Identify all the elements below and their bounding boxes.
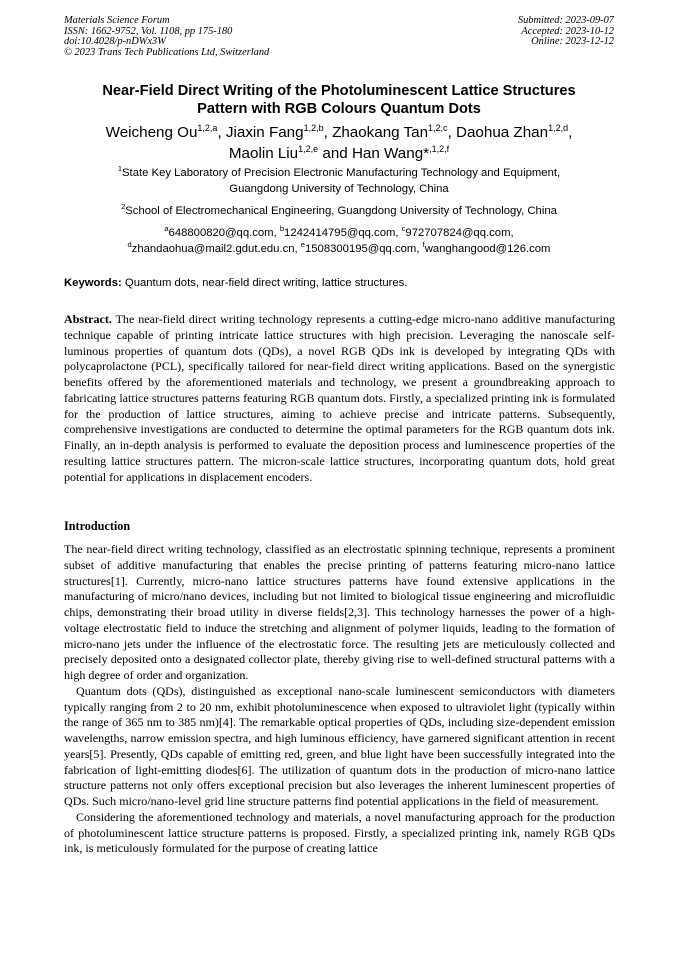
- title-line-2: Pattern with RGB Colours Quantum Dots: [197, 101, 481, 117]
- keywords: [64, 276, 614, 290]
- separator: ,: [323, 124, 333, 141]
- author-list: [64, 123, 614, 164]
- email-address[interactable]: 1508300195@qq.com: [304, 242, 417, 255]
- email-sup: b: [279, 224, 285, 234]
- affiliation-2: [64, 204, 614, 220]
- email-sup: c: [401, 224, 406, 234]
- paragraph: Considering the aforementioned technology and materials, a novel manufacturing approach for the production of photoluminescent lattice structure patterns is proposed. Firstly, a specialized printing ink, namely RGB QDs ink, is meticulously formulated for the purpose of creating lattice: [64, 809, 615, 856]
- separator: ,: [395, 227, 402, 239]
- email-list: [64, 226, 614, 258]
- title-line-1: Near-Field Direct Writing of the Photoluminescent Lattice Structures: [102, 83, 576, 99]
- email-address[interactable]: zhandaohua@mail2.gdut.edu.cn: [131, 242, 295, 255]
- email-sup: f: [422, 240, 425, 250]
- author-sup: 1,2,e: [298, 143, 319, 154]
- author-name: Maolin Liu: [228, 144, 299, 162]
- author-name: Daohua Zhan: [456, 124, 549, 141]
- paragraph: Quantum dots (QDs), distinguished as exceptional nano-scale luminescent semiconductors with diameters typically ranging from 2 to 20 nm, exhibit photoluminescence when exposed to ultraviolet light (typically within the range of 365 nm to 385 nm)[4]. The remarkable optical properties of QDs, including size-dependent emission wavelengths, narrow emission spectra, and high luminous efficiency, have garnered significant attention in recent years[5]. Presently, QDs capable of emitting red, green, and blue light have been successfully integrated into the fabrication of light-emitting diodes[6]. The utilization of quantum dots in the production of micro-nano lattice structure patterns not only offers exceptional precision but also leverages the inherent luminescent properties of QDs. Such micro/nano-level grid line structure patterns find potential applications in the field of measurement.: [64, 683, 615, 808]
- affiliation-1: [64, 166, 614, 198]
- separator: ,: [416, 242, 423, 255]
- email-address[interactable]: 972707824@qq.com: [405, 227, 511, 239]
- email-sup: d: [127, 240, 132, 250]
- separator: ,: [217, 124, 226, 141]
- paragraph: The near-field direct writing technology, classified as an electrostatic spinning technique, represents a prominent subset of additive manufacturing that enables the precise printing of patterns featuring micro-nano lattice structures[1]. Currently, micro-nano lattice structures patterns have found extensive applications in the manufacturing of micro/nano devices, including but not limited to biological tissue engineering and microfluidic chips, demonstrating their broad utility in diverse fields[2,3]. This technology harnesses the power of a high-voltage electrostatic field to induce the stretching and alignment of polymer liquids, leading to the formation of micro-nano jets under the influence of the electrostatic force. The resulting jets are meticulously collected and precisely deposited onto a designated collector plate, thereby giving rise to well-defined structural patterns with a high degree of order and organization.: [64, 542, 615, 682]
- author-sup: ,1,2,f: [429, 143, 450, 154]
- abstract-text: The near-field direct writing technology represents a cutting-edge micro-nano additive manufacturing technique capable of printing intricate lattice structures with high precision. Leveraging the nanoscale self-luminous properties of quantum dots (QDs), a novel RGB QDs ink is developed by integrating QDs with polycaprolactone (PCL), specifically tailored for near-field direct writing applications. Based on the synergistic benefits offered by the aforementioned materials and technology, we present a groundbreaking approach to fabricating lattice structures patterns featuring RGB quantum dots. Firstly, a specialized printing ink is formulated for the production of lattice structures, aiming to achieve precise and intricate patterns. Subsequently, comprehensive investigations are conducted to determine the optimal parameters for the RGB quantum dots ink. Finally, an in-depth analysis is performed to evaluate the deposition process and luminescence properties of the resulting lattice structures pattern. The micron-scale lattice structures, incorporating quantum dots, hold great potential for applications in displacement encoders.: [64, 312, 615, 484]
- author-sup: 1,2,c: [428, 122, 448, 133]
- journal-header: [64, 16, 269, 58]
- affiliation-text: Guangdong University of Technology, China: [229, 182, 449, 195]
- affiliation-text: School of Electromechanical Engineering, Guangdong University of Technology, China: [125, 205, 557, 217]
- journal-name: Materials Science Forum: [64, 15, 170, 26]
- online-date: Online: 2023-12-12: [531, 36, 614, 48]
- author-name: Zhaokang Tan: [332, 124, 429, 141]
- email-address[interactable]: 1242414795@qq.com: [284, 227, 396, 239]
- paper-title: [64, 82, 614, 118]
- dates-header: [518, 16, 614, 48]
- abstract: [64, 312, 615, 485]
- separator: ,: [273, 227, 280, 239]
- author-name: Han Wang*: [351, 144, 430, 162]
- separator: ,: [568, 124, 573, 141]
- author-name: Jiaxin Fang: [225, 124, 304, 141]
- keywords-label: Keywords:: [64, 277, 122, 289]
- doi: doi:10.4028/p-nDWx3W: [64, 36, 166, 48]
- author-name: Weicheng Ou: [105, 124, 198, 141]
- separator: and: [318, 144, 352, 162]
- accepted-date: Accepted: 2023-10-12: [521, 25, 614, 37]
- copyright: © 2023 Trans Tech Publications Ltd, Switzerland: [64, 46, 270, 58]
- author-sup: 1,2,b: [303, 122, 324, 133]
- abstract-label: Abstract.: [64, 312, 112, 326]
- affiliation-sup: 2: [121, 202, 126, 212]
- email-address[interactable]: wanghangood@126.com: [424, 242, 551, 255]
- section-heading-introduction: Introduction: [64, 519, 131, 533]
- separator: ,: [294, 242, 301, 255]
- separator: ,: [447, 124, 457, 141]
- submitted-date: Submitted: 2023-09-07: [517, 15, 614, 26]
- introduction-body: [64, 542, 615, 857]
- separator: ,: [510, 227, 514, 239]
- author-sup: 1,2,a: [197, 122, 218, 133]
- issn: ISSN: 1662-9752, Vol. 1108, pp 175-180: [64, 25, 233, 37]
- affiliation-sup: 1: [117, 164, 123, 174]
- email-address[interactable]: 648800820@qq.com: [168, 227, 274, 239]
- author-sup: 1,2,d: [548, 122, 569, 133]
- email-sup: a: [164, 224, 169, 234]
- email-sup: e: [300, 240, 305, 250]
- keywords-text: Quantum dots, near-field direct writing, lattice structures.: [121, 277, 408, 289]
- affiliation-text: State Key Laboratory of Precision Electronic Manufacturing Technology and Equipment,: [122, 167, 561, 179]
